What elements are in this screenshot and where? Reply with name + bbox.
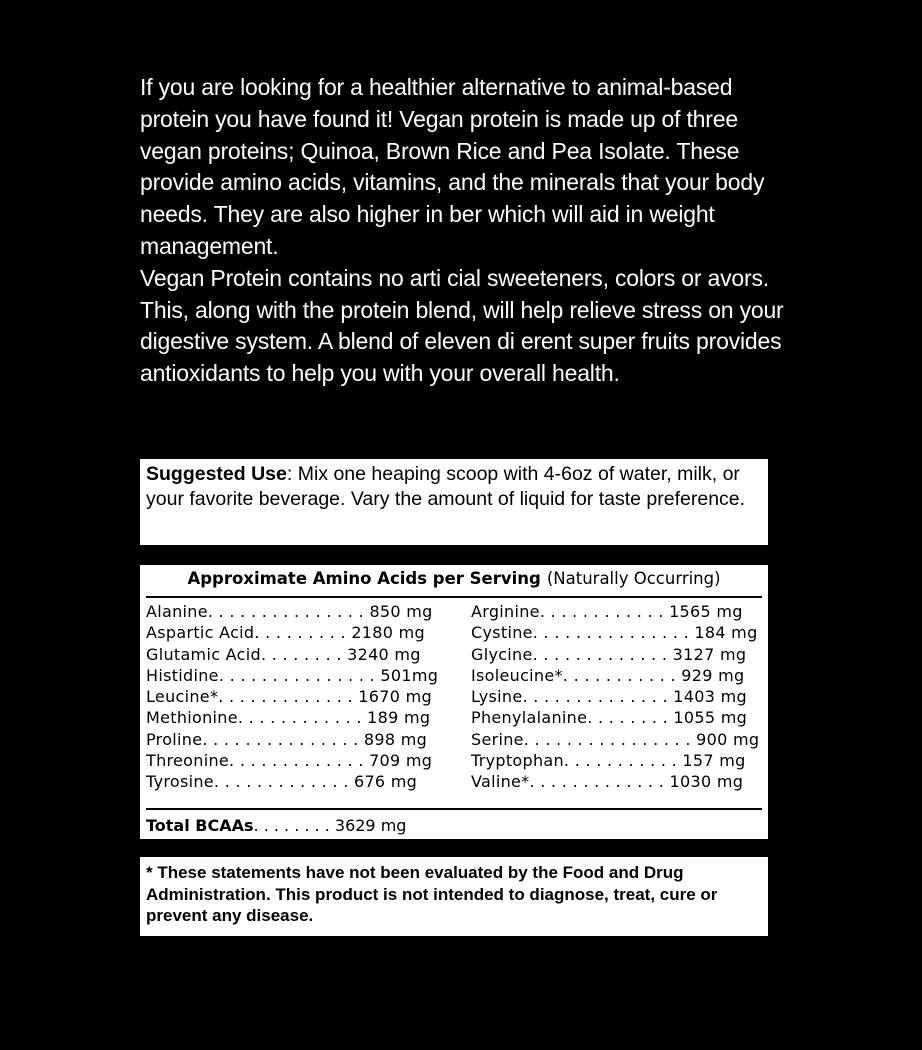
amino-acid-item: Serine. . . . . . . . . . . . . . . . 900 mg [471, 729, 760, 749]
total-bcaas-row [146, 816, 406, 835]
amino-acid-item: Tyrosine. . . . . . . . . . . . . 676 mg [146, 772, 418, 792]
amino-acid-item: Glutamic Acid. . . . . . . . 3240 mg [146, 644, 421, 664]
amino-acids-panel [140, 565, 768, 839]
amino-acid-item: Glycine. . . . . . . . . . . . . 3127 mg [471, 644, 747, 664]
amino-acid-item: Methionine. . . . . . . . . . . . 189 mg [146, 708, 431, 728]
amino-acid-item: Alanine. . . . . . . . . . . . . . . 850 mg [146, 602, 433, 621]
panel-divider-bottom [146, 808, 762, 810]
amino-acid-item: Aspartic Acid. . . . . . . . . 2180 mg [146, 623, 425, 643]
panel-divider-top [146, 596, 762, 598]
total-bcaas-value: . . . . . . . . 3629 mg [253, 816, 407, 835]
total-bcaas-label: Total BCAAs [146, 816, 254, 835]
fda-disclaimer: * These statements have not been evaluated by the Food and Drug Administration. This product is not intended to diagnose, treat, cure or prevent any disease. [140, 857, 768, 936]
product-description [140, 72, 790, 390]
amino-acid-item: Histidine. . . . . . . . . . . . . . . 501mg [146, 665, 439, 685]
suggested-use-label: Suggested Use [146, 463, 287, 485]
suggested-use-box [140, 459, 768, 545]
amino-acid-item: Lysine. . . . . . . . . . . . . . 1403 mg [471, 687, 747, 707]
description-paragraph-2: Vegan Protein contains no arti cial sweeteners, colors or avors. This, along with the protein blend, will help relieve stress on your digestive system. A blend of eleven di erent super fruits provides antioxidants to help you with your overall health. [140, 264, 784, 387]
amino-acid-item: Threonine. . . . . . . . . . . . . 709 mg [146, 751, 433, 771]
amino-acid-item: Phenylalanine. . . . . . . . 1055 mg [471, 708, 748, 728]
description-paragraph-1: If you are looking for a healthier alternative to animal-based protein you have found it! Vegan protein is made up of three vegan proteins; Quinoa, Brown Rice and Pea Isolate. These provide amino acids, vitamins, and the minerals that your body needs. They are also higher in ber which will aid in weight management. [140, 74, 765, 259]
amino-acids-right-column [471, 601, 759, 793]
amino-acid-item: Arginine. . . . . . . . . . . . 1565 mg [471, 602, 743, 621]
amino-acid-item: Isoleucine*. . . . . . . . . . . 929 mg [471, 665, 745, 685]
amino-acid-item: Valine*. . . . . . . . . . . . . 1030 mg [471, 772, 744, 792]
amino-acid-item: Cystine. . . . . . . . . . . . . . . 184 mg [471, 623, 758, 643]
amino-acid-item: Proline. . . . . . . . . . . . . . . 898 mg [146, 729, 428, 749]
amino-acid-item: Leucine*. . . . . . . . . . . . . 1670 mg [146, 687, 432, 707]
amino-acids-subtitle: (Naturally Occurring) [546, 569, 721, 588]
amino-acids-left-column [146, 601, 438, 793]
amino-acid-item: Tryptophan. . . . . . . . . . . 157 mg [471, 751, 746, 771]
amino-acids-title-row [140, 569, 768, 588]
amino-acids-title: Approximate Amino Acids per Serving [187, 569, 541, 588]
suggested-use-text: : Mix one heaping scoop with 4-6oz of water, milk, or your favorite beverage. Vary the amount of liquid for taste preference. [146, 463, 746, 510]
